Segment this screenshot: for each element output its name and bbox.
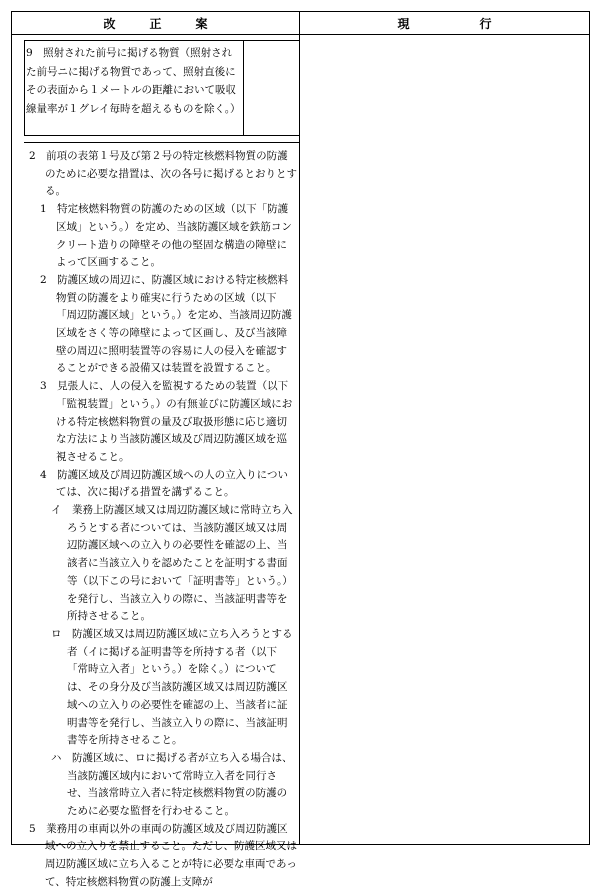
section-separator — [24, 142, 300, 143]
column-divider — [299, 12, 300, 844]
item-3: 3 見張人に、人の侵入を監視するための装置（以下「監視装置」という。）の有無並びに防護区域における特定核燃料物質の量及び取扱形態に応じ適切な方法により当該防護区域及び周辺防護区域を巡視させること。 — [40, 380, 293, 463]
item-4-i: イ 業務上防護区域又は周辺防護区域に常時立ち入ろうとする者については、当該防護区域又は周辺防護区域への立入りの必要性を確認の上、当該者に当該立入りを認めたことを証明する書面等（以下この号において「証明書等」という。）を発行し、当該立入りの際に、当該証明書等を所持させること。 — [51, 504, 293, 623]
item-9-text: 9 照射された前号に掲げる物質（照射された前号ニに掲げる物質であって、照射直後にその表面から１メートルの距離において吸収線量率が１グレイ毎時を超えるものを除く。） — [26, 47, 241, 115]
item-1: 1 特定核燃料物質の防護のための区域（以下「防護区域」という。）を定め、当該防護区域を鉄筋コンクリート造りの障壁その他の堅固な構造の障壁によって区画すること。 — [40, 203, 292, 269]
paragraph-2: 2 前項の表第１号及び第２号の特定核燃料物質の防護のために必要な措置は、次の各号に掲げるとおりとする。 — [29, 150, 297, 198]
item-2: 2 防護区域の周辺に、防護区域における特定核燃料物質の防護をより確実に行うための区域（以下「周辺防護区域」という。）を定め、当該周辺防護区域をさく等の障壁によって区画し、及び当該障壁の周辺に照明装置等の容易に人の侵入を確認することができる設備又は装置を設置すること。 — [40, 273, 292, 375]
current-column-header: 現行 — [397, 16, 562, 31]
item-5: 5 業務用の車両以外の車両の防護区域及び周辺防護区域への立入りを禁止すること。ただし、防護区域又は周辺防護区域に立ち入ることが特に必要な車両であって、特定核燃料物質の防護上支障が — [29, 822, 297, 888]
amendment-column-header: 改正案 — [103, 16, 242, 31]
item-4-ha: ハ 防護区域に、ロに掲げる者が立ち入る場合は、当該防護区域内において常時立入者を同行させ、当該常時立入者に特定核燃料物質の防護のために必要な監督を行わせること。 — [51, 751, 293, 818]
inner-box-divider — [243, 41, 244, 135]
comparison-table — [11, 11, 590, 888]
item-4-ro: ロ 防護区域又は周辺防護区域に立ち入ろうとする者（イに掲げる証明書等を所持する者（以下「常時立入者」という。）を除く。）については、その身分及び当該防護区域又は周辺防護区域への立入りの必要性を確認の上、当該者に証明書等を発行し、当該立入りの際に、当該証明書等を所持させること。 — [51, 627, 293, 747]
table-header — [12, 12, 589, 35]
item-4: 4 防護区域及び周辺防護区域への人の立入りについては、次に掲げる措置を講ずること。 — [40, 468, 288, 499]
amendment-body — [29, 148, 297, 892]
